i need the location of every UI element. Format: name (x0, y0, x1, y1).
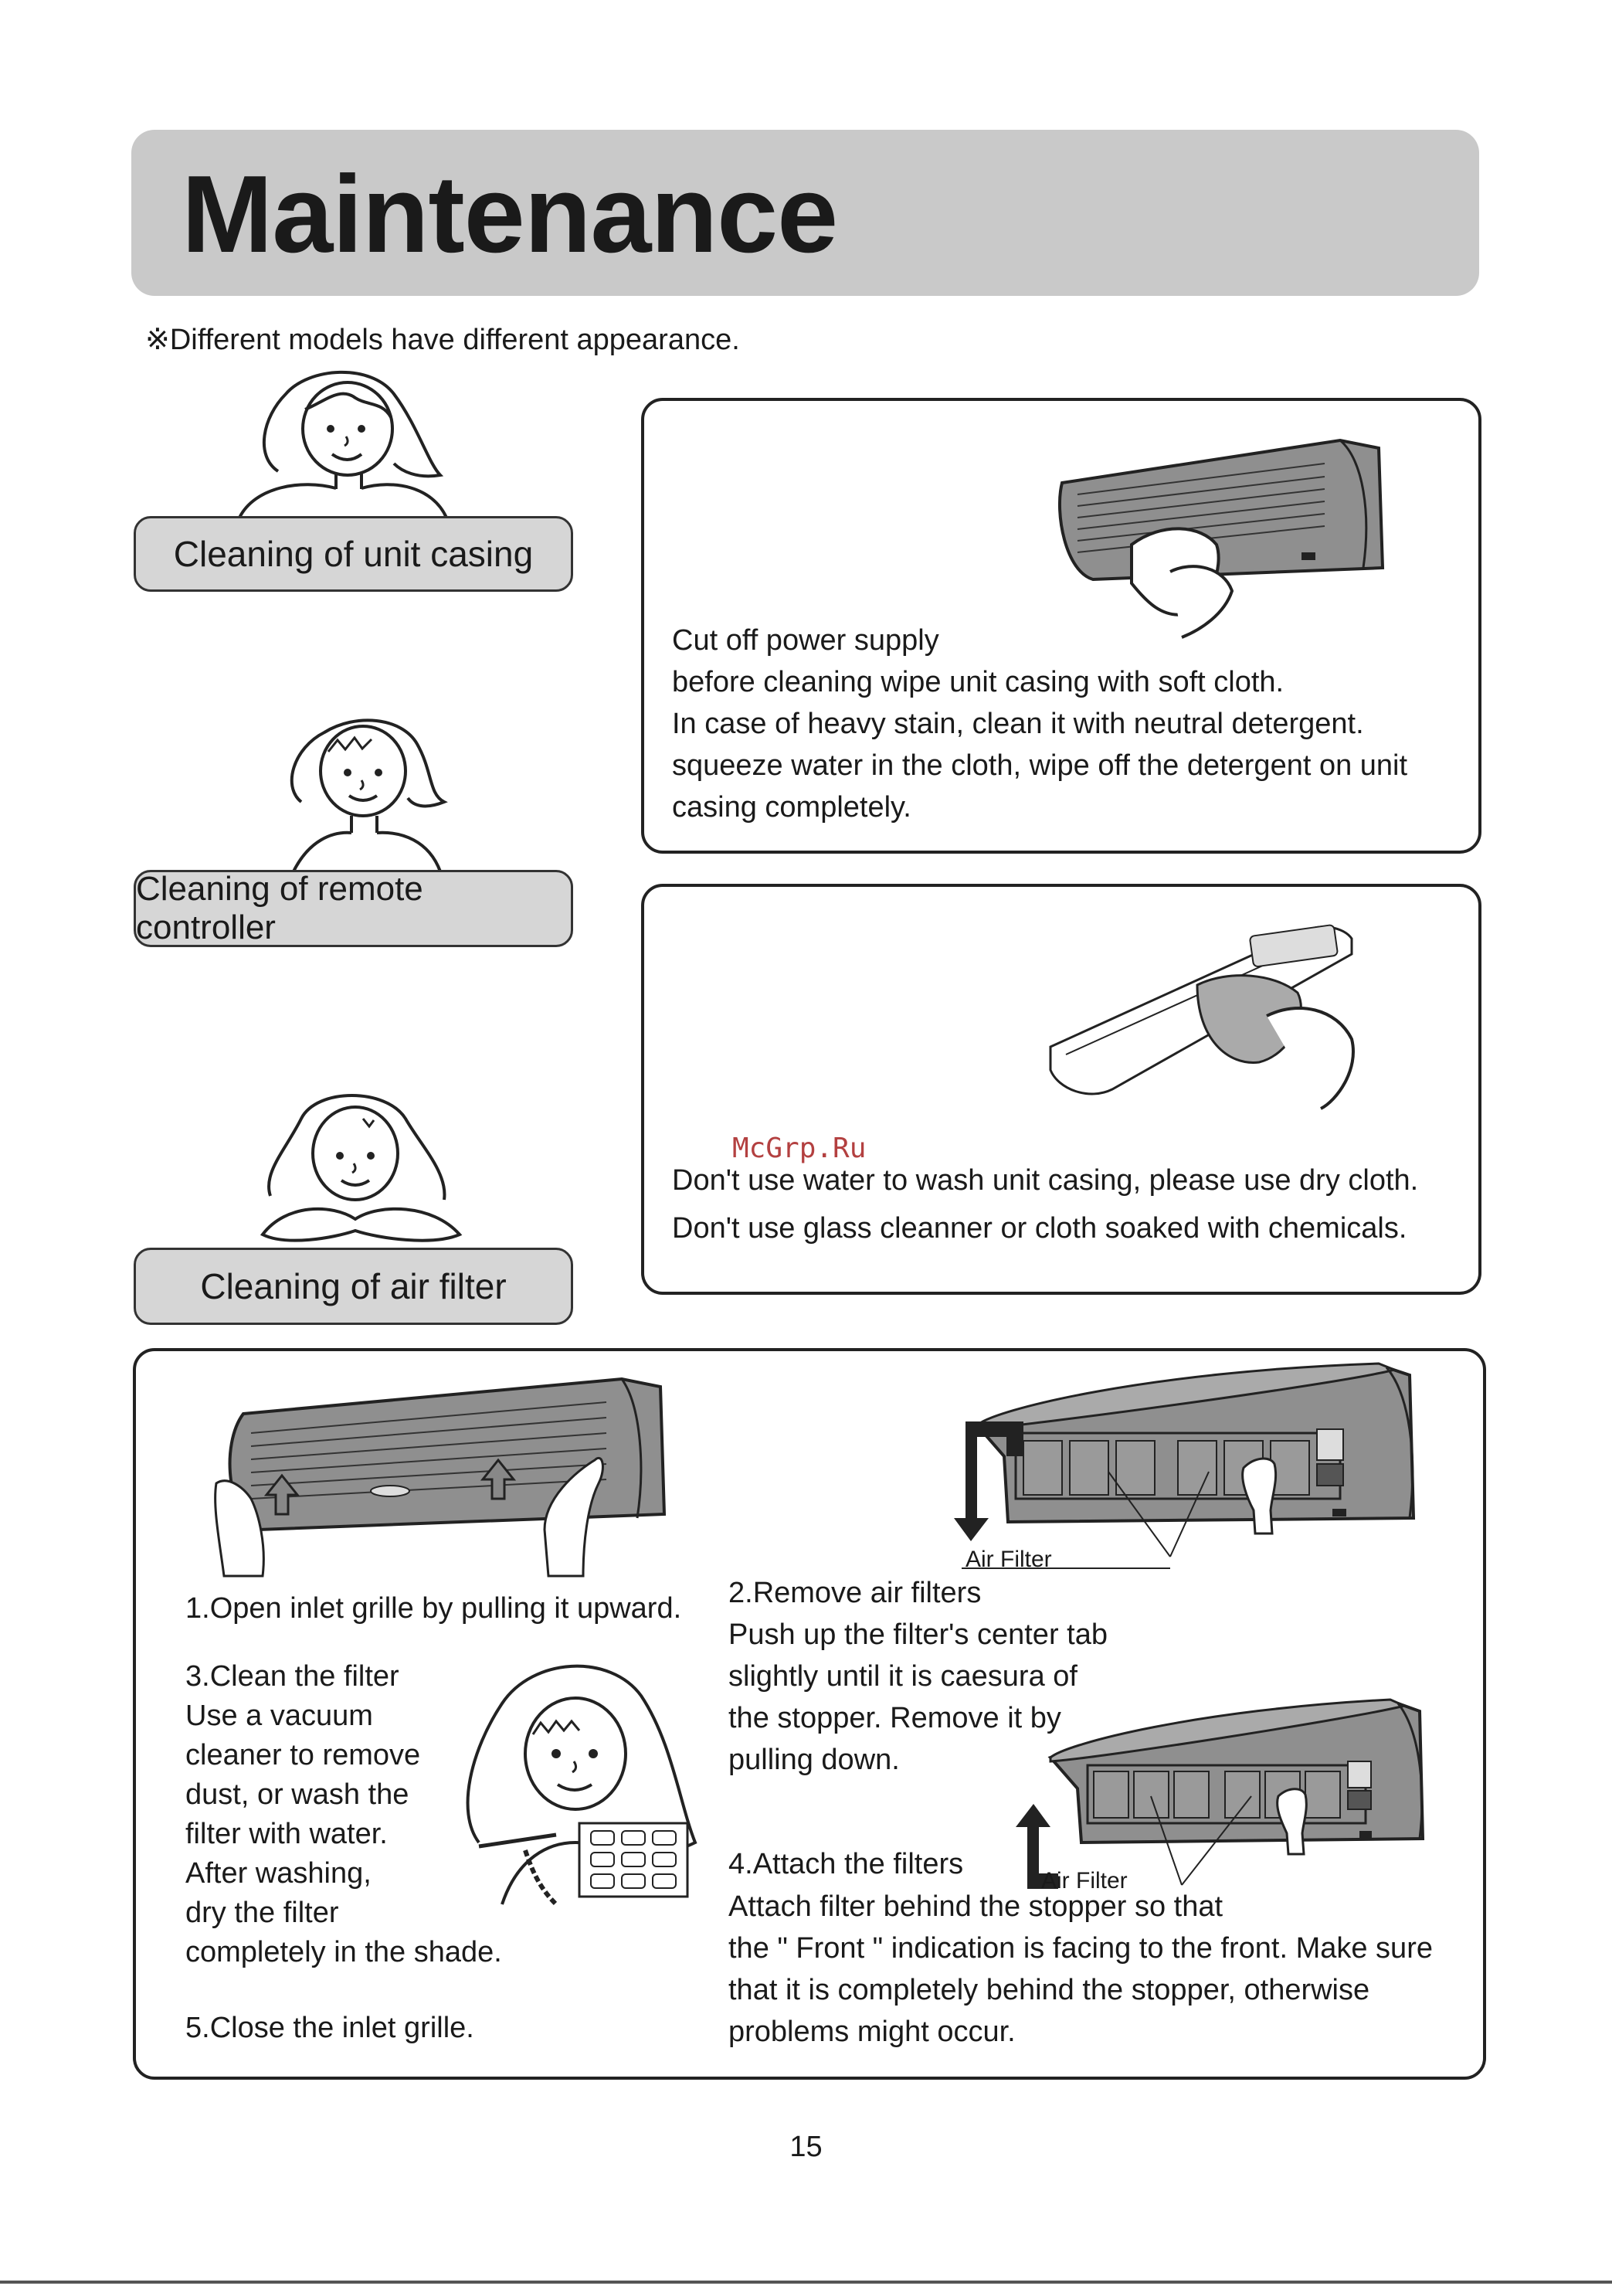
step5-text: 5.Close the inlet grille. (185, 2012, 474, 2044)
step3-line: filter with water. (185, 1818, 388, 1850)
step3-line: dry the filter (185, 1897, 339, 1929)
step4-heading: 4.Attach the filters (728, 1848, 964, 1880)
footer-divider (0, 2281, 1612, 2284)
ac-open-grille-illustration (205, 1375, 676, 1576)
unit-casing-line: Cut off power supply (672, 624, 939, 657)
step2-line: Push up the filter's center tab (728, 1618, 1108, 1651)
unit-casing-line: squeeze water in the cloth, wipe off the detergent on unit (672, 749, 1408, 782)
woman-illustration-1 (239, 363, 456, 518)
step3-line: dust, or wash the (185, 1778, 409, 1811)
woman-illustration-2 (278, 709, 456, 871)
remote-controller-line: Don't use glass cleanner or cloth soaked with chemicals. (672, 1212, 1407, 1245)
step3-line: completely in the shade. (185, 1936, 502, 1968)
ac-unit-wipe-illustration (1047, 436, 1394, 637)
unit-casing-text (672, 620, 1407, 828)
step2-line: slightly until it is caesura of (728, 1660, 1077, 1693)
step2-line: pulling down. (728, 1744, 900, 1776)
remote-controller-text (672, 1156, 1418, 1252)
section-label-remote-controller: Cleaning of remote controller (134, 870, 573, 947)
unit-casing-line: before cleaning wipe unit casing with soft cloth. (672, 666, 1285, 698)
attach-filter-illustration (996, 1696, 1444, 1889)
step4-line: problems might occur. (728, 2016, 1016, 2048)
air-filter-label-1: Air Filter (966, 1547, 1052, 1572)
remote-controller-line: Don't use water to wash unit casing, please use dry cloth. (672, 1164, 1419, 1197)
step4-line: that it is completely behind the stopper, otherwise (728, 1974, 1370, 2006)
step2-line: 2.Remove air filters (728, 1577, 982, 1609)
page-title: Maintenance (182, 153, 838, 276)
remove-filter-illustration (915, 1356, 1441, 1576)
unit-casing-line: casing completely. (672, 791, 911, 824)
step4-line: Attach filter behind the stopper so that (728, 1890, 1223, 1923)
appearance-note: ※Different models have different appearance. (145, 324, 740, 356)
step2-line: the stopper. Remove it by (728, 1702, 1061, 1734)
step3-line: cleaner to remove (185, 1739, 421, 1771)
step1-text: 1.Open inlet grille by pulling it upward. (185, 1592, 682, 1625)
section-label-unit-casing: Cleaning of unit casing (134, 516, 573, 592)
woman-illustration-3 (255, 1088, 463, 1246)
unit-casing-line: In case of heavy stain, clean it with neutral detergent. (672, 708, 1364, 740)
step3-line: After washing, (185, 1857, 372, 1890)
page-number: 15 (789, 2131, 823, 2163)
step3-line: Use a vacuum (185, 1700, 373, 1732)
step4-line: the " Front " indication is facing to the front. Make sure (728, 1932, 1433, 1965)
step4-text (728, 1886, 1433, 2053)
remote-wipe-illustration (1043, 915, 1413, 1109)
woman-cleaning-filter-illustration (448, 1657, 703, 1904)
step3-line: 3.Clean the filter (185, 1660, 399, 1693)
section-label-air-filter: Cleaning of air filter (134, 1248, 573, 1325)
watermark: McGrp.Ru (732, 1133, 867, 1164)
air-filter-label-2: Air Filter (1041, 1868, 1128, 1894)
